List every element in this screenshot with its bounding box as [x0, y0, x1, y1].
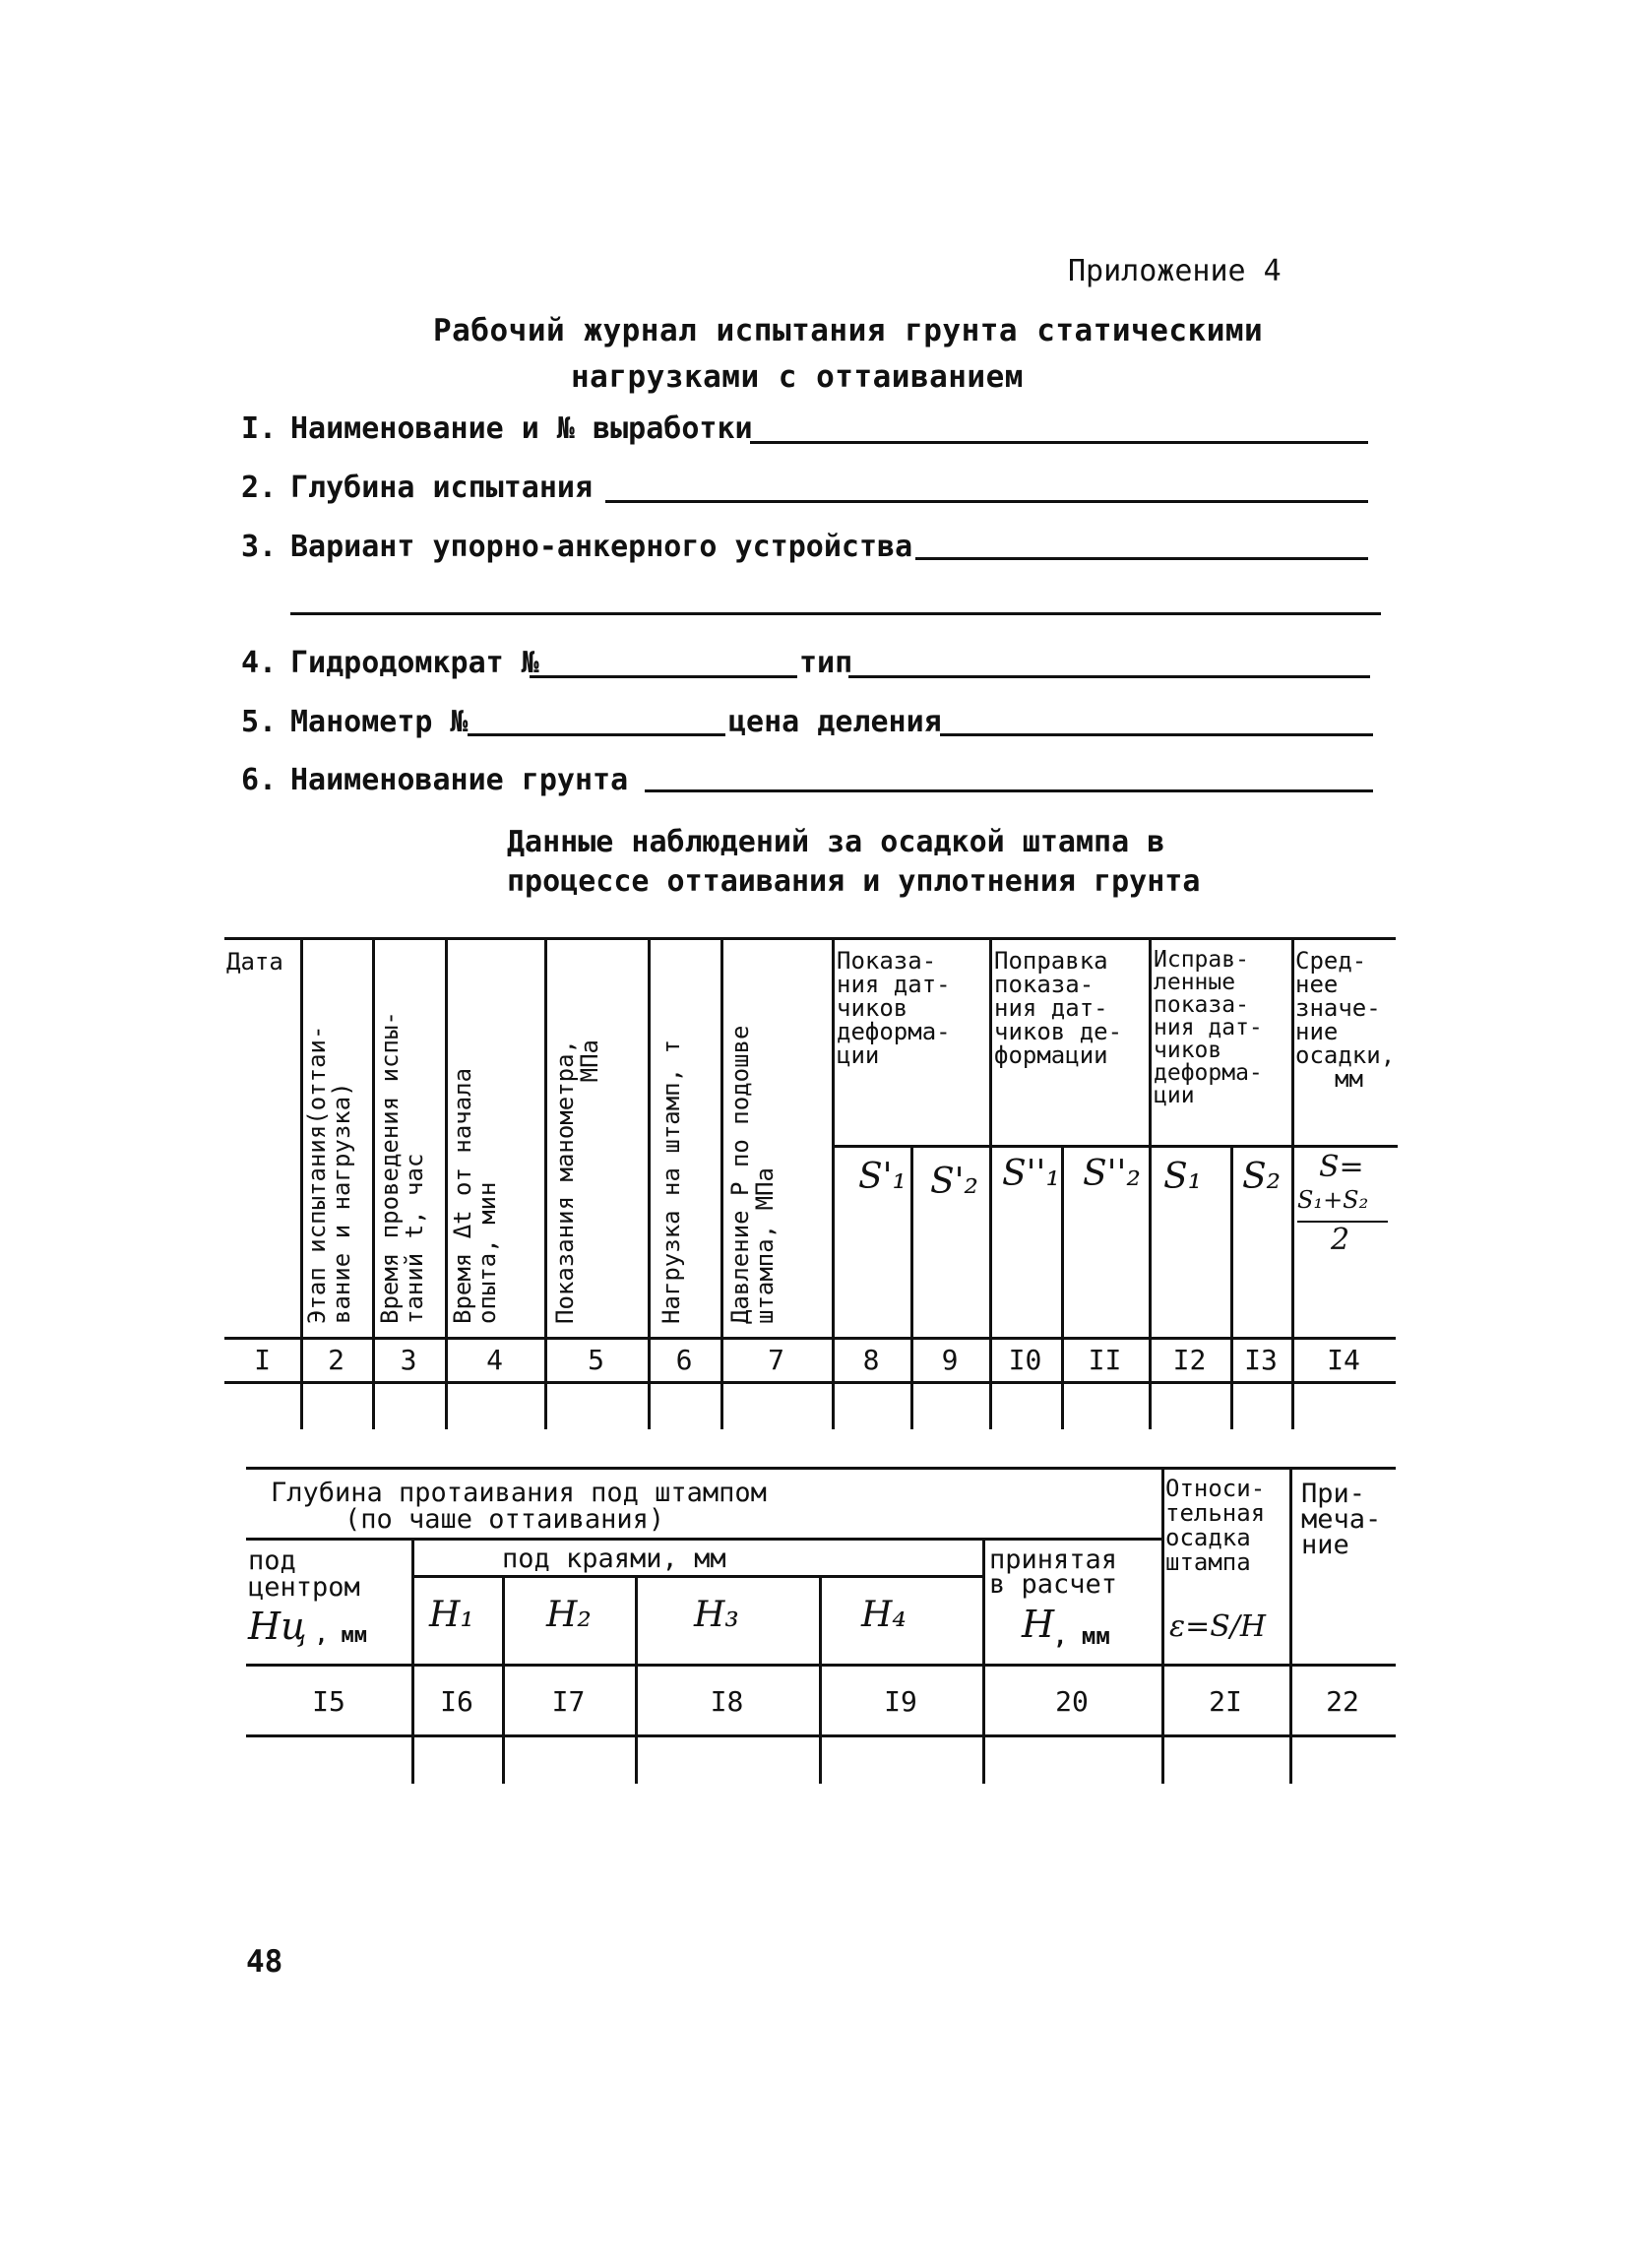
header-line: тельная: [1165, 1499, 1266, 1527]
field-number: I.: [241, 411, 278, 446]
field-soil-name: [241, 763, 628, 802]
sub-s2-double-prime: S''₂: [1083, 1154, 1141, 1194]
field-number: 4.: [241, 646, 278, 680]
table2-col-line: [502, 1575, 505, 1784]
header-line: Нагрузка на штамп, т: [657, 1040, 685, 1324]
col-number: 4: [486, 1344, 503, 1376]
edge-h1: H₁: [429, 1595, 474, 1635]
col-number: I2: [1172, 1344, 1207, 1376]
header-line: вание и нагрузка): [328, 1082, 355, 1324]
field-label: Наименование и № выработки: [290, 411, 753, 446]
header-line: Сред-: [1295, 947, 1367, 975]
edge-h3: H₃: [694, 1595, 739, 1635]
col-number: 5: [588, 1344, 604, 1376]
header-line: чиков: [837, 994, 908, 1022]
header-line: значе-: [1295, 994, 1381, 1022]
table1-col-line: [1230, 1145, 1233, 1429]
fill-line-soil-name[interactable]: [645, 789, 1373, 792]
header-line: Исправ-: [1154, 947, 1249, 973]
header-line: таний t, час: [401, 1153, 428, 1324]
header-line: мм: [1335, 1065, 1363, 1093]
header-line: меча-: [1301, 1504, 1382, 1535]
field-label: Вариант упорно-анкерного устройства: [290, 530, 913, 564]
header-line: МПа: [576, 1040, 603, 1083]
field-label: Глубина испытания: [290, 471, 594, 505]
col-number: I0: [1008, 1344, 1042, 1376]
accepted-symbol: H: [1022, 1603, 1055, 1646]
col-number: 6: [675, 1344, 693, 1376]
observations-title-line2: процессе оттаивания и уплотнения грунта: [507, 864, 1201, 899]
col-number: 2I: [1209, 1685, 1242, 1718]
fill-line-anchor-variant[interactable]: [915, 557, 1368, 560]
table2-col-line: [1161, 1467, 1164, 1784]
field-excavation: [241, 411, 753, 451]
table2-col-line: [1289, 1467, 1292, 1784]
field-number: 6.: [241, 763, 278, 797]
relative-settlement-formula: ε=S/H: [1169, 1609, 1267, 1644]
sub-s1-double-prime: S''₁: [1002, 1154, 1060, 1194]
header-line: Время проведения испы-: [376, 1011, 404, 1324]
header-line: осадка: [1165, 1524, 1251, 1551]
col-number: 8: [862, 1344, 880, 1376]
fill-line-anchor-variant-2[interactable]: [290, 612, 1381, 615]
center-symbol: Hц: [248, 1605, 307, 1648]
table2-col-line: [982, 1538, 985, 1784]
header-line: нее: [1295, 971, 1339, 998]
sub-s2: S₂: [1242, 1157, 1282, 1197]
table1-col-line: [910, 1145, 913, 1429]
sub-s1: S₁: [1163, 1157, 1203, 1197]
page-number: 48: [246, 1944, 283, 1980]
header-line: Время Δt от начала: [449, 1067, 476, 1324]
header-line: (по чаше оттаивания): [344, 1504, 665, 1535]
journal-title-line1: Рабочий журнал испытания грунта статическими: [433, 313, 1264, 348]
col-number: 22: [1326, 1685, 1359, 1718]
field-label: Манометр №: [290, 705, 469, 739]
appendix-label: Приложение 4: [1068, 254, 1282, 288]
col-test-time-header: [378, 1011, 427, 1324]
fill-line-division-value[interactable]: [940, 733, 1373, 736]
col-number: I8: [710, 1685, 744, 1718]
field-number: 2.: [241, 471, 278, 505]
header-line: ции: [1154, 1083, 1195, 1108]
header-line: ния дат-: [1154, 1015, 1263, 1040]
group-mean-settlement-header: [1295, 949, 1395, 1091]
center-unit: , мм: [315, 1623, 367, 1648]
group-correction-header: [994, 949, 1122, 1067]
col-date-header: Дата: [226, 948, 283, 976]
header-line: под: [248, 1545, 296, 1576]
col-number: 2: [328, 1344, 344, 1376]
header-line: штампа, МПа: [751, 1167, 779, 1324]
col-number: I: [254, 1344, 271, 1376]
table1-col-line: [1061, 1145, 1064, 1429]
fill-line-manometer-number[interactable]: [468, 733, 725, 736]
field-manometer: [241, 705, 469, 744]
edge-h4: H₄: [861, 1595, 907, 1635]
table2-edges-line: [411, 1575, 982, 1578]
header-line: Показа-: [837, 947, 937, 975]
col-stage-header: [305, 1026, 354, 1324]
header-line: ленные: [1154, 970, 1236, 995]
col-manometer-header: [553, 1040, 602, 1324]
table2-col-line: [819, 1575, 822, 1784]
table2-col-line: [411, 1538, 414, 1784]
col-number: 3: [400, 1344, 417, 1376]
field-test-depth: [241, 471, 593, 510]
journal-title-line2: нагрузками с оттаиванием: [571, 359, 1024, 395]
depth-group-header: [271, 1480, 767, 1533]
header-line: опыта, мин: [473, 1181, 501, 1324]
formula-numerator: S₁+S₂: [1297, 1186, 1369, 1214]
header-line: ции: [837, 1041, 880, 1069]
header-line: показа-: [1154, 992, 1249, 1018]
header-line: в расчет: [989, 1569, 1118, 1600]
header-line: Давление Р по подошве: [726, 1025, 754, 1324]
header-line: При-: [1301, 1479, 1366, 1509]
header-line: чиков: [1154, 1038, 1222, 1063]
table1-number-row-line: [224, 1381, 1396, 1384]
col-number: I7: [551, 1685, 586, 1718]
header-line: ние: [1301, 1530, 1349, 1560]
col-number: I4: [1327, 1344, 1360, 1376]
header-line: Глубина протаивания под штампом: [271, 1478, 767, 1508]
header-line: деформа-: [837, 1018, 951, 1045]
col-number: 9: [941, 1344, 959, 1376]
table1-top-border: [224, 937, 1396, 940]
table1-header-bottom-line: [224, 1337, 1396, 1340]
sub-s2-prime: S'₂: [930, 1162, 978, 1202]
note-header: [1301, 1481, 1381, 1558]
col-number: I6: [440, 1685, 473, 1718]
header-line: Этап испытания(оттаи-: [303, 1025, 331, 1324]
center-header: [248, 1547, 360, 1601]
col-pressure-header: [728, 1026, 778, 1324]
formula-mean-s: S=: [1319, 1150, 1364, 1184]
field-number: 5.: [241, 705, 278, 739]
header-line: Относи-: [1165, 1475, 1266, 1502]
col-load-header: [659, 1040, 684, 1324]
group-sensor-readings-header: [837, 949, 951, 1067]
accepted-unit: , мм: [1053, 1622, 1110, 1650]
sub-s1-prime: S'₁: [858, 1157, 907, 1197]
col-number: I5: [312, 1685, 345, 1718]
header-line: ние: [1295, 1018, 1339, 1045]
field-division-value: цена деления: [728, 705, 942, 739]
fill-line-jack-type[interactable]: [848, 675, 1370, 678]
field-number: 3.: [241, 530, 278, 564]
field-label: Гидродомкрат №: [290, 646, 539, 680]
header-line: деформа-: [1154, 1060, 1263, 1086]
col-number: 20: [1055, 1685, 1089, 1718]
col-number: 7: [768, 1344, 784, 1376]
edge-h2: H₂: [546, 1595, 592, 1635]
header-line: центром: [248, 1572, 360, 1603]
table2-col-line: [635, 1575, 638, 1784]
observations-title-line1: Данные наблюдений за осадкой штампа в: [507, 825, 1165, 859]
header-line: формации: [994, 1041, 1108, 1069]
col-number: I9: [884, 1685, 917, 1718]
table2-group-line: [246, 1538, 1161, 1541]
col-number: II: [1088, 1344, 1122, 1376]
formula-denominator: 2: [1331, 1223, 1350, 1257]
header-line: штампа: [1165, 1548, 1251, 1576]
header-line: ния дат-: [994, 994, 1108, 1022]
field-jack-type: тип: [799, 646, 853, 680]
header-line: осадки,: [1295, 1041, 1396, 1069]
col-elapsed-time-header: [451, 1068, 500, 1324]
col-number: I3: [1244, 1344, 1278, 1376]
edges-header: под краями, мм: [502, 1544, 726, 1574]
header-line: Показания манометра,: [551, 1040, 579, 1324]
header-line: чиков де-: [994, 1018, 1123, 1045]
field-label: Наименование грунта: [290, 763, 629, 797]
fill-line-excavation[interactable]: [750, 441, 1368, 444]
fill-line-test-depth[interactable]: [605, 500, 1368, 503]
header-line: показа-: [994, 971, 1095, 998]
table2-top-border: [246, 1467, 1396, 1470]
header-line: принятая: [989, 1544, 1118, 1575]
accepted-header: [989, 1544, 1118, 1600]
header-line: ния дат-: [837, 971, 951, 998]
table1-sub-header-line: [832, 1145, 1398, 1148]
header-line: Поправка: [994, 947, 1108, 975]
field-anchor-variant: [241, 530, 912, 569]
group-corrected-readings-header: [1154, 949, 1263, 1107]
relative-settlement-header: [1165, 1477, 1265, 1575]
fill-line-jack-number[interactable]: [530, 675, 797, 678]
field-jack: [241, 646, 539, 685]
